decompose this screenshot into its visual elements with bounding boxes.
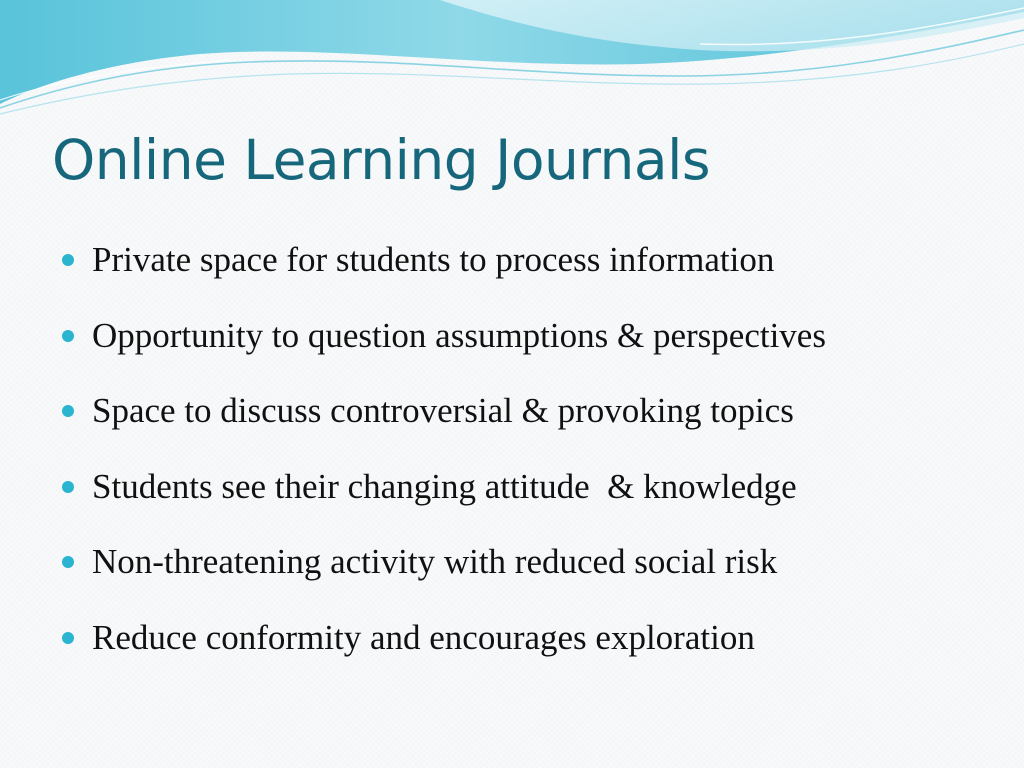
bullet-text: Opportunity to question assumptions & perspectives	[92, 315, 826, 355]
header-wave-decoration	[0, 0, 1024, 130]
list-item	[62, 614, 826, 690]
list-item	[62, 387, 826, 463]
bullet-text: Space to discuss controversial & provoking topics	[92, 391, 794, 430]
bullet-circle-icon	[62, 330, 74, 342]
bullet-circle-icon	[62, 254, 74, 266]
list-item	[62, 463, 826, 539]
bullet-text: Reduce conformity and encourages exploration	[92, 617, 755, 657]
bullet-list	[62, 236, 826, 689]
bullet-circle-icon	[62, 481, 74, 493]
slide-title: Online Learning Journals	[52, 128, 711, 192]
bullet-circle-icon	[62, 632, 74, 644]
bullet-text: Non-threatening activity with reduced social risk	[92, 542, 778, 581]
bullet-circle-icon	[62, 556, 74, 568]
bullet-circle-icon	[62, 405, 74, 417]
list-item	[62, 538, 826, 614]
list-item	[62, 236, 826, 312]
bullet-text: Students see their changing attitude & knowledge	[92, 466, 797, 506]
bullet-text: Private space for students to process information	[92, 240, 775, 279]
list-item	[62, 312, 826, 388]
